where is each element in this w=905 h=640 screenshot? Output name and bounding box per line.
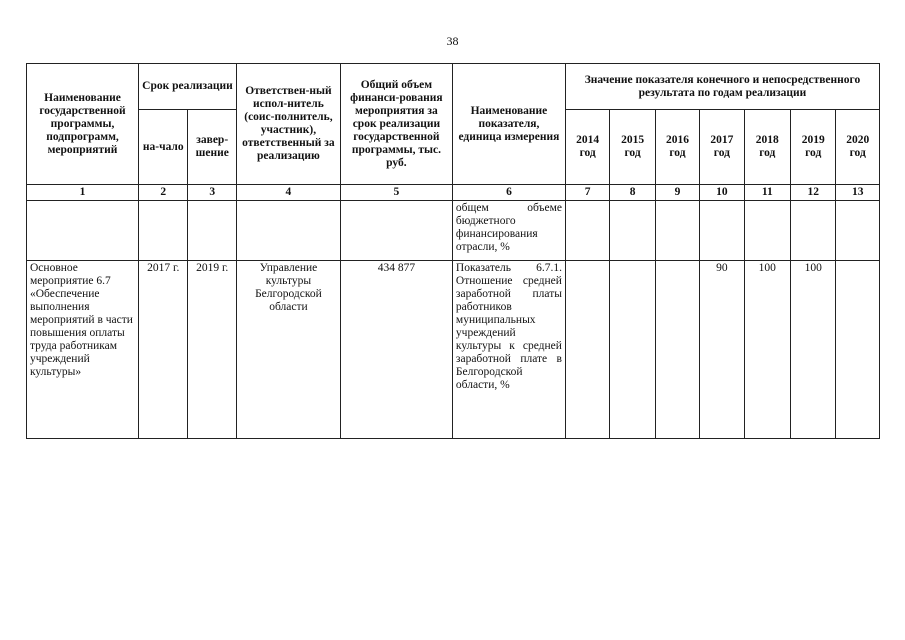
row-indicator: общем объеме бюджетного финансирования отрасли, % — [452, 201, 565, 261]
row-start: 2017 г. — [139, 261, 188, 439]
header-year-2014: 2014 год — [565, 110, 609, 185]
row-value-2019 — [791, 201, 836, 261]
row-value-2020 — [836, 201, 880, 261]
row-funding — [340, 201, 452, 261]
column-number: 8 — [610, 185, 655, 201]
page-number: 38 — [446, 34, 459, 48]
column-number: 7 — [565, 185, 609, 201]
column-number: 11 — [744, 185, 790, 201]
column-number: 12 — [791, 185, 836, 201]
row-value-2015 — [610, 201, 655, 261]
row-value-2017 — [700, 201, 744, 261]
row-program-name — [27, 201, 139, 261]
column-number-row — [27, 185, 880, 201]
header-year-2016: 2016 год — [655, 110, 699, 185]
table-row — [27, 261, 880, 439]
header-year-2017: 2017 год — [700, 110, 744, 185]
table-row — [27, 201, 880, 261]
row-value-2016 — [655, 261, 699, 439]
header-year-2018: 2018 год — [744, 110, 790, 185]
row-value-2020 — [836, 261, 880, 439]
row-value-2017: 90 — [700, 261, 744, 439]
row-value-2014 — [565, 261, 609, 439]
row-funding: 434 877 — [340, 261, 452, 439]
header-year-2019: 2019 год — [791, 110, 836, 185]
header-funding: Общий объем финанси-рования мероприятия за срок реализации государственной программы, тыс. руб. — [340, 64, 452, 185]
row-value-2018: 100 — [744, 261, 790, 439]
row-value-2018 — [744, 201, 790, 261]
header-term: Срок реализации — [139, 64, 237, 110]
header-term-start: на-чало — [139, 110, 188, 185]
header-program-name: Наименование государственной программы, подпрограмм, мероприятий — [27, 64, 139, 185]
row-value-2016 — [655, 201, 699, 261]
column-number: 4 — [236, 185, 340, 201]
row-value-2019: 100 — [791, 261, 836, 439]
header-indicator: Наименование показателя, единица измерения — [452, 64, 565, 185]
indicator-table — [26, 63, 880, 439]
column-number: 3 — [188, 185, 236, 201]
header-executor: Ответствен-ный испол-нитель (соис-полнитель, участник), ответственный за реализацию — [236, 64, 340, 185]
header-term-end: завер-шение — [188, 110, 236, 185]
column-number: 6 — [452, 185, 565, 201]
row-indicator: Показатель 6.7.1. Отношение средней заработной платы работников муниципальных учреждений культуры к средней заработной плате в Белгородской области, % — [452, 261, 565, 439]
column-number: 5 — [340, 185, 452, 201]
column-number: 13 — [836, 185, 880, 201]
row-end: 2019 г. — [188, 261, 236, 439]
row-start — [139, 201, 188, 261]
row-value-2015 — [610, 261, 655, 439]
column-number: 2 — [139, 185, 188, 201]
row-end — [188, 201, 236, 261]
row-executor — [236, 201, 340, 261]
column-number: 1 — [27, 185, 139, 201]
row-executor: Управление культуры Белгородской области — [236, 261, 340, 439]
row-value-2014 — [565, 201, 609, 261]
header-values: Значение показателя конечного и непосредственного результата по годам реализации — [565, 64, 879, 110]
column-number: 10 — [700, 185, 744, 201]
row-program-name: Основное мероприятие 6.7 «Обеспечение выполнения мероприятий в части повышения оплаты труда работникам учреждений культуры» — [27, 261, 139, 439]
header-year-2020: 2020 год — [836, 110, 880, 185]
column-number: 9 — [655, 185, 699, 201]
header-year-2015: 2015 год — [610, 110, 655, 185]
